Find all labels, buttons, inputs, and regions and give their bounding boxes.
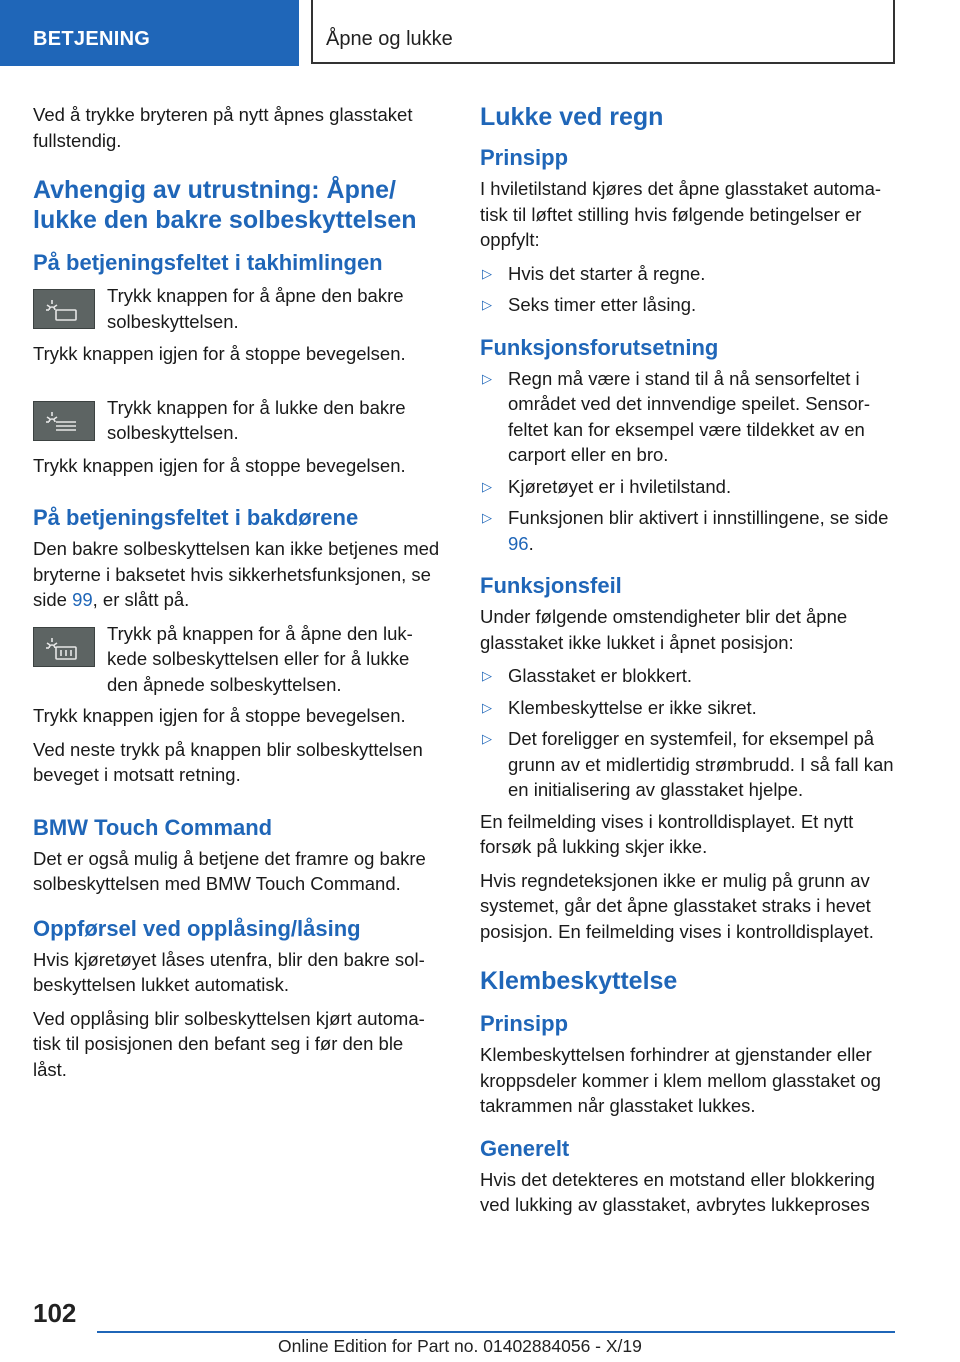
stop-text-2: Trykk knappen igjen for å stoppe bevegelsen.	[33, 454, 406, 476]
header-section	[0, 0, 299, 66]
list-item: ▷ Glasstaket er blokkert.	[480, 663, 896, 689]
lock-text-2: Ved opplåsing blir solbeskyttelsen kjørt automatisk til posisjonen den befant seg i før den ble låst.	[33, 1007, 425, 1080]
doors-text-end: , er slått på.	[92, 589, 190, 610]
open-shade-text: Trykk knappen for å åpne den bakre solbeskyttelsen.	[107, 285, 404, 332]
heading-rear-shade: Avhengig av utrustning: Åpne/ lukke den bakre solbeskyttelsen	[33, 176, 417, 234]
rain-intro-text: I hviletilstand kjøres det åpne glasstaket automatisk til løftet stilling hvis følgende betingelser er oppfylt:	[480, 178, 882, 250]
footer-edition: Online Edition for Part no. 01402884056 - X/19	[278, 1336, 642, 1356]
heading-pinch-protection: Klembeskyttelse	[480, 967, 678, 995]
bullet-triangle-icon: ▷	[482, 668, 492, 683]
fault-detect-text: Hvis regndeteksjonen ikke er mulig på grunn av systemet, går det åpne glasstaket straks i hevet posisjon. En feilmelding vises i kontrolldisplayet.	[480, 869, 874, 942]
fault-list	[480, 663, 896, 803]
fault-message-text: En feilmelding vises i kontrolldisplayet. Et nytt forsøk på lukking skjer ikke.	[480, 810, 854, 857]
stop-text-1: Trykk knappen igjen for å stoppe bevegelsen.	[33, 343, 406, 364]
heading-lock-behavior: Oppførsel ved opplåsing/låsing	[33, 915, 361, 941]
bullet-triangle-icon: ▷	[482, 699, 492, 715]
bullet-triangle-icon: ▷	[482, 370, 492, 386]
header-chapter	[311, 0, 895, 64]
section-title: BETJENING	[33, 28, 151, 50]
lock-text-1: Hvis kjøretøyet låses utenfra, blir den bakre solbeskyttelsen lukket automatisk.	[33, 948, 425, 995]
open-shade-row	[33, 283, 441, 335]
sunshade-open-icon	[33, 289, 95, 329]
chapter-title: Åpne og lukke	[326, 28, 453, 50]
heading-principle-2: Prinsipp	[480, 1011, 569, 1036]
sunshade-close-icon	[33, 401, 95, 441]
close-shade-text: Trykk knappen for å lukke den bakre solbeskyttelsen.	[107, 396, 406, 443]
list-item: ▷ Hvis det starter å regne.	[480, 261, 896, 287]
heading-rear-doors: På betjeningsfeltet i bakdørene	[33, 505, 359, 530]
next-press-text: Ved neste trykk på knappen blir solbeskyttelsen beveget i motsatt retning.	[33, 738, 423, 785]
heading-general: Generelt	[480, 1135, 570, 1161]
pinch-text: Klembeskyttelsen forhindrer at gjenstander eller kroppsdeler kommer i klem mellom glasstaket og takrammen når glasstaket lukkes.	[480, 1044, 881, 1116]
bullet-triangle-icon: ▷	[482, 297, 492, 312]
list-item: ▷ Regn må være i stand til å nå sensorfeltet i området ved det innvendige speilet. Sensorfeltet kan for eksempel være tildekket av en carport eller en bro.	[482, 367, 871, 465]
fault-intro-text: Under følgende omstendigheter blir det åpne glasstaket ikke lukket i åpnet posisjon:	[480, 606, 848, 653]
left-column	[33, 102, 441, 1090]
bullet-triangle-icon: ▷	[482, 510, 492, 525]
heading-touch-command: BMW Touch Command	[33, 814, 273, 840]
toggle-shade-row	[33, 621, 441, 698]
list-item: ▷ Kjøretøyet er i hviletilstand.	[480, 474, 896, 500]
page-link-96[interactable]: 96	[508, 532, 529, 554]
toggle-shade-text: Trykk på knappen for å åpne den lukkede solbeskyttelsen eller for å lukke den åpnede solbeskyttelsen.	[107, 622, 413, 695]
page-number: 102	[33, 1298, 77, 1328]
list-item: ▷ Seks timer etter låsing.	[480, 292, 896, 318]
doors-text: Den bakre solbeskyttelsen kan ikke betjenes med bryterne i baksetet hvis sikkerhetsfunksjonen, se side	[33, 538, 440, 610]
general-text: Hvis det detekteres en motstand eller blokkering ved lukking av glasstaket, avbrytes lukkeproses	[480, 1168, 875, 1215]
bullet-triangle-icon: ▷	[482, 731, 492, 746]
sunshade-toggle-icon	[33, 627, 95, 667]
list-item: ▷ Klembeskyttelse er ikke sikret.	[480, 695, 896, 721]
footer-divider	[97, 1331, 895, 1333]
heading-prerequisites: Funksjonsforutsetning	[480, 334, 719, 360]
right-column	[480, 102, 896, 1226]
list-item: ▷ Funksjonen blir aktivert i innstillingene, se side 96.	[482, 507, 889, 554]
list-item: ▷ Det foreligger en systemfeil, for eksempel på grunn av et midlertidig strømbrudd. I så fall kan en initialisering av glasstaket hjelpe.	[482, 728, 894, 800]
close-shade-row	[33, 395, 441, 447]
heading-ceiling-panel: På betjeningsfeltet i takhimlingen	[33, 250, 383, 275]
rain-conditions-list	[480, 261, 896, 318]
prerequisites-list	[480, 366, 896, 557]
stop-text-3: Trykk knappen igjen for å stoppe bevegelsen.	[33, 705, 406, 726]
doors-paragraph	[33, 536, 441, 613]
intro-paragraph: Ved å trykke bryteren på nytt åpnes glasstaket fullstendig.	[33, 104, 413, 151]
page-link-99[interactable]: 99	[72, 589, 93, 610]
bullet-triangle-icon: ▷	[482, 265, 492, 281]
heading-malfunction: Funksjonsfeil	[480, 573, 622, 598]
touch-command-text: Det er også mulig å betjene det framre og bakre solbeskyttelsen med BMW Touch Command.	[33, 847, 426, 894]
bullet-triangle-icon: ▷	[482, 478, 492, 494]
heading-principle-1: Prinsipp	[480, 145, 569, 170]
heading-rain-close: Lukke ved regn	[480, 103, 664, 131]
